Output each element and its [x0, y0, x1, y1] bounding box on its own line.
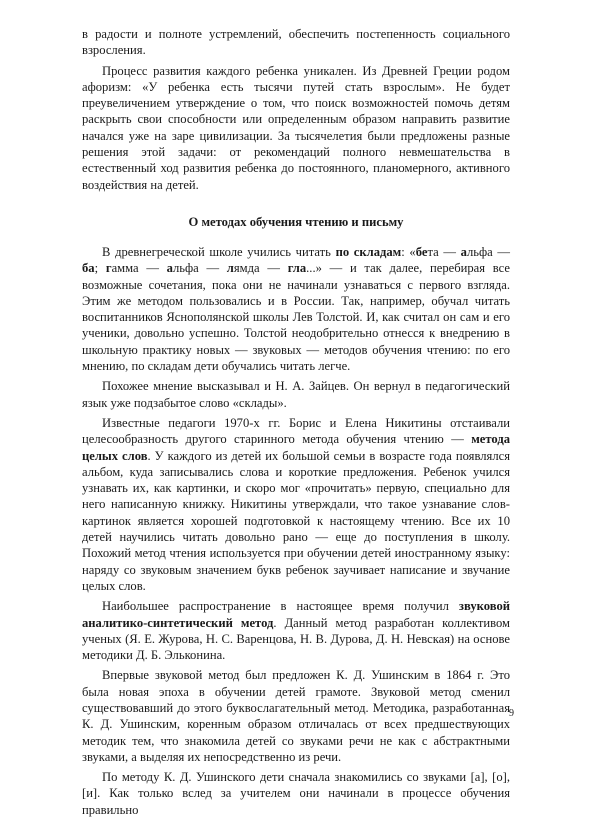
paragraph-ushinsky: Впервые звуковой метод был предложен К. Д. Ушинским в 1864 г. Это была новая эпоха в обучении детей грамоте. Звуковой метод сменил существовавший до этого буквослагательный метод. Методика, разработанная К. Д. Ушинским, коренным образом отличалась от всех предшествующих методик тем, что знакомила детей со звуками речи не как с абстрактными звуками, а выделяя их непосредственно из речи.: [82, 668, 510, 764]
paragraph-zaitsev: Похожее мнение высказывал и Н. А. Зайцев. Он вернул в педагогический язык уже подзабытое слово «склады».: [82, 379, 510, 410]
paragraph-development: Процесс развития каждого ребенка уникален. Из Древней Греции родом афоризм: «У ребенка есть тысячи путей стать взрослым». Не будет преувеличением утверждение о том, что поиск возможностей помочь детям раскрыть свои способности или определенным образом направить развитие начался уже на заре цивилизации. За тысячелетия были предложены разные решения этой задачи: от рекомендаций полного невмешательства в естественный ход развития ребенка до постоянного, планомерного, активного воздействия на детей.: [82, 63, 510, 192]
page-number: 9: [509, 708, 514, 719]
paragraph-continuation: в радости и полноте устремлений, обеспечить постепенность социального взросления.: [82, 27, 510, 58]
section-title: О методах обучения чтению и письму: [188, 214, 404, 229]
paragraph-nikitin: Известные педагоги 1970-х гг. Борис и Елена Никитины отстаивали целесообразность другого старинного метода обучения чтению — метода целых слов. У каждого из детей их большой семьи в возрасте года появлялся альбом, куда записывались слова и короткие предложения. Ребенок учился узнавать их, как картинки, и скоро мог «прочитать» первую, специально для него написанную книжку. Никитины утверждали, что такое узнавание слов-картинок является хорошей подготовкой к настоящему чтению. Все их 10 детей научились читать довольно рано — еще до поступления в школу. Похожий метод чтения используется при обучении детей иностранному языку: наряду со звуковым значением букв ребенок заучивает написание и звучание целых слов.: [82, 415, 510, 593]
paragraph-syllables: В древнегреческой школе учились читать по складам: «бета — альфа — ба; гамма — альфа — лямда — гла...» — и так далее, перебирая все возможные сочетания, пока они не начинали узнаваться с первого взгляда. Этим же методом пользовались и в России. Так, например, обучал читать воспитанников Яснополянской школы Лев Толстой. И, как считал он сам и его ученики, довольно успешно. Толстой неодобрительно отнесся к внедрению в школьную практику новых — звуковых — методов обучения чтению: по его мнению, по складам дети обучались читать легче.: [82, 244, 510, 374]
paragraph-ushinsky-method: По методу К. Д. Ушинского дети сначала знакомились со звуками [а], [о], [и]. Как только вслед за учителем они начинали в процессе обучения правильно: [82, 770, 510, 817]
paragraph-analytic-synthetic: Наибольшее распространение в настоящее время получил звуковой аналитико-синтетический метод. Данный метод разработан коллективом ученых (Я. Е. Журова, Н. С. Варенцова, Н. В. Дурова, Д. Н. Невская) на основе методики Д. Б. Эльконина.: [82, 599, 510, 663]
